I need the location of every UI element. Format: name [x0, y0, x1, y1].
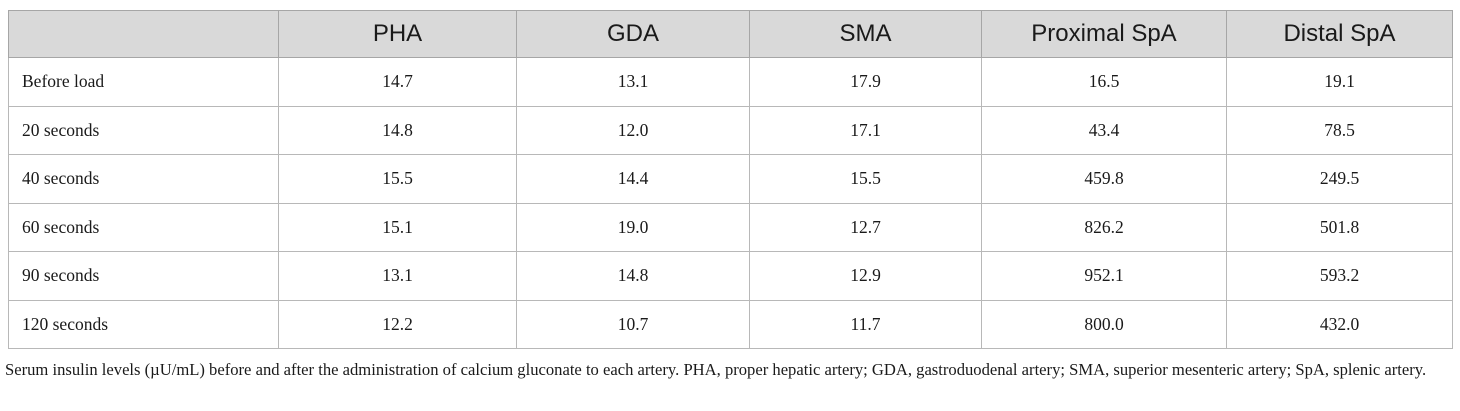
table-cell: 800.0 [982, 300, 1227, 349]
row-label: 40 seconds [9, 155, 279, 204]
table-cell: 249.5 [1227, 155, 1453, 204]
table-cell: 19.1 [1227, 58, 1453, 107]
table-cell: 12.9 [750, 252, 982, 301]
table-cell: 14.8 [279, 106, 517, 155]
table-cell: 13.1 [279, 252, 517, 301]
table-cell: 432.0 [1227, 300, 1453, 349]
table-cell: 78.5 [1227, 106, 1453, 155]
table-cell: 14.7 [279, 58, 517, 107]
table-cell: 11.7 [750, 300, 982, 349]
row-label: 90 seconds [9, 252, 279, 301]
table-cell: 501.8 [1227, 203, 1453, 252]
table-cell: 15.5 [279, 155, 517, 204]
table-header-row [9, 11, 1453, 58]
table-row [9, 58, 1453, 107]
table-cell: 17.9 [750, 58, 982, 107]
table-cell: 826.2 [982, 203, 1227, 252]
table-cell: 16.5 [982, 58, 1227, 107]
header-sma: SMA [750, 11, 982, 58]
table-cell: 593.2 [1227, 252, 1453, 301]
table-row [9, 106, 1453, 155]
table-row [9, 203, 1453, 252]
data-table-container [8, 10, 1452, 349]
table-cell: 43.4 [982, 106, 1227, 155]
table-cell: 10.7 [517, 300, 750, 349]
table-row [9, 300, 1453, 349]
table-cell: 19.0 [517, 203, 750, 252]
row-label: 20 seconds [9, 106, 279, 155]
header-gda: GDA [517, 11, 750, 58]
table-cell: 14.8 [517, 252, 750, 301]
row-label: Before load [9, 58, 279, 107]
header-distal-spa: Distal SpA [1227, 11, 1453, 58]
table-cell: 13.1 [517, 58, 750, 107]
table-cell: 17.1 [750, 106, 982, 155]
header-corner-cell [9, 11, 279, 58]
row-label: 60 seconds [9, 203, 279, 252]
table-cell: 15.5 [750, 155, 982, 204]
table-footnote: Serum insulin levels (µU/mL) before and after the administration of calcium gluconate to each artery. PHA, proper hepatic artery; GDA, gastroduodenal artery; SMA, superior mesenteric artery; SpA, splenic artery. [5, 360, 1427, 379]
table-row [9, 155, 1453, 204]
row-label: 120 seconds [9, 300, 279, 349]
header-proximal-spa: Proximal SpA [982, 11, 1227, 58]
table-cell: 15.1 [279, 203, 517, 252]
table-cell: 14.4 [517, 155, 750, 204]
table-cell: 459.8 [982, 155, 1227, 204]
insulin-levels-table [8, 10, 1453, 349]
table-cell: 12.7 [750, 203, 982, 252]
header-pha: PHA [279, 11, 517, 58]
table-row [9, 252, 1453, 301]
table-cell: 12.0 [517, 106, 750, 155]
table-cell: 952.1 [982, 252, 1227, 301]
table-cell: 12.2 [279, 300, 517, 349]
